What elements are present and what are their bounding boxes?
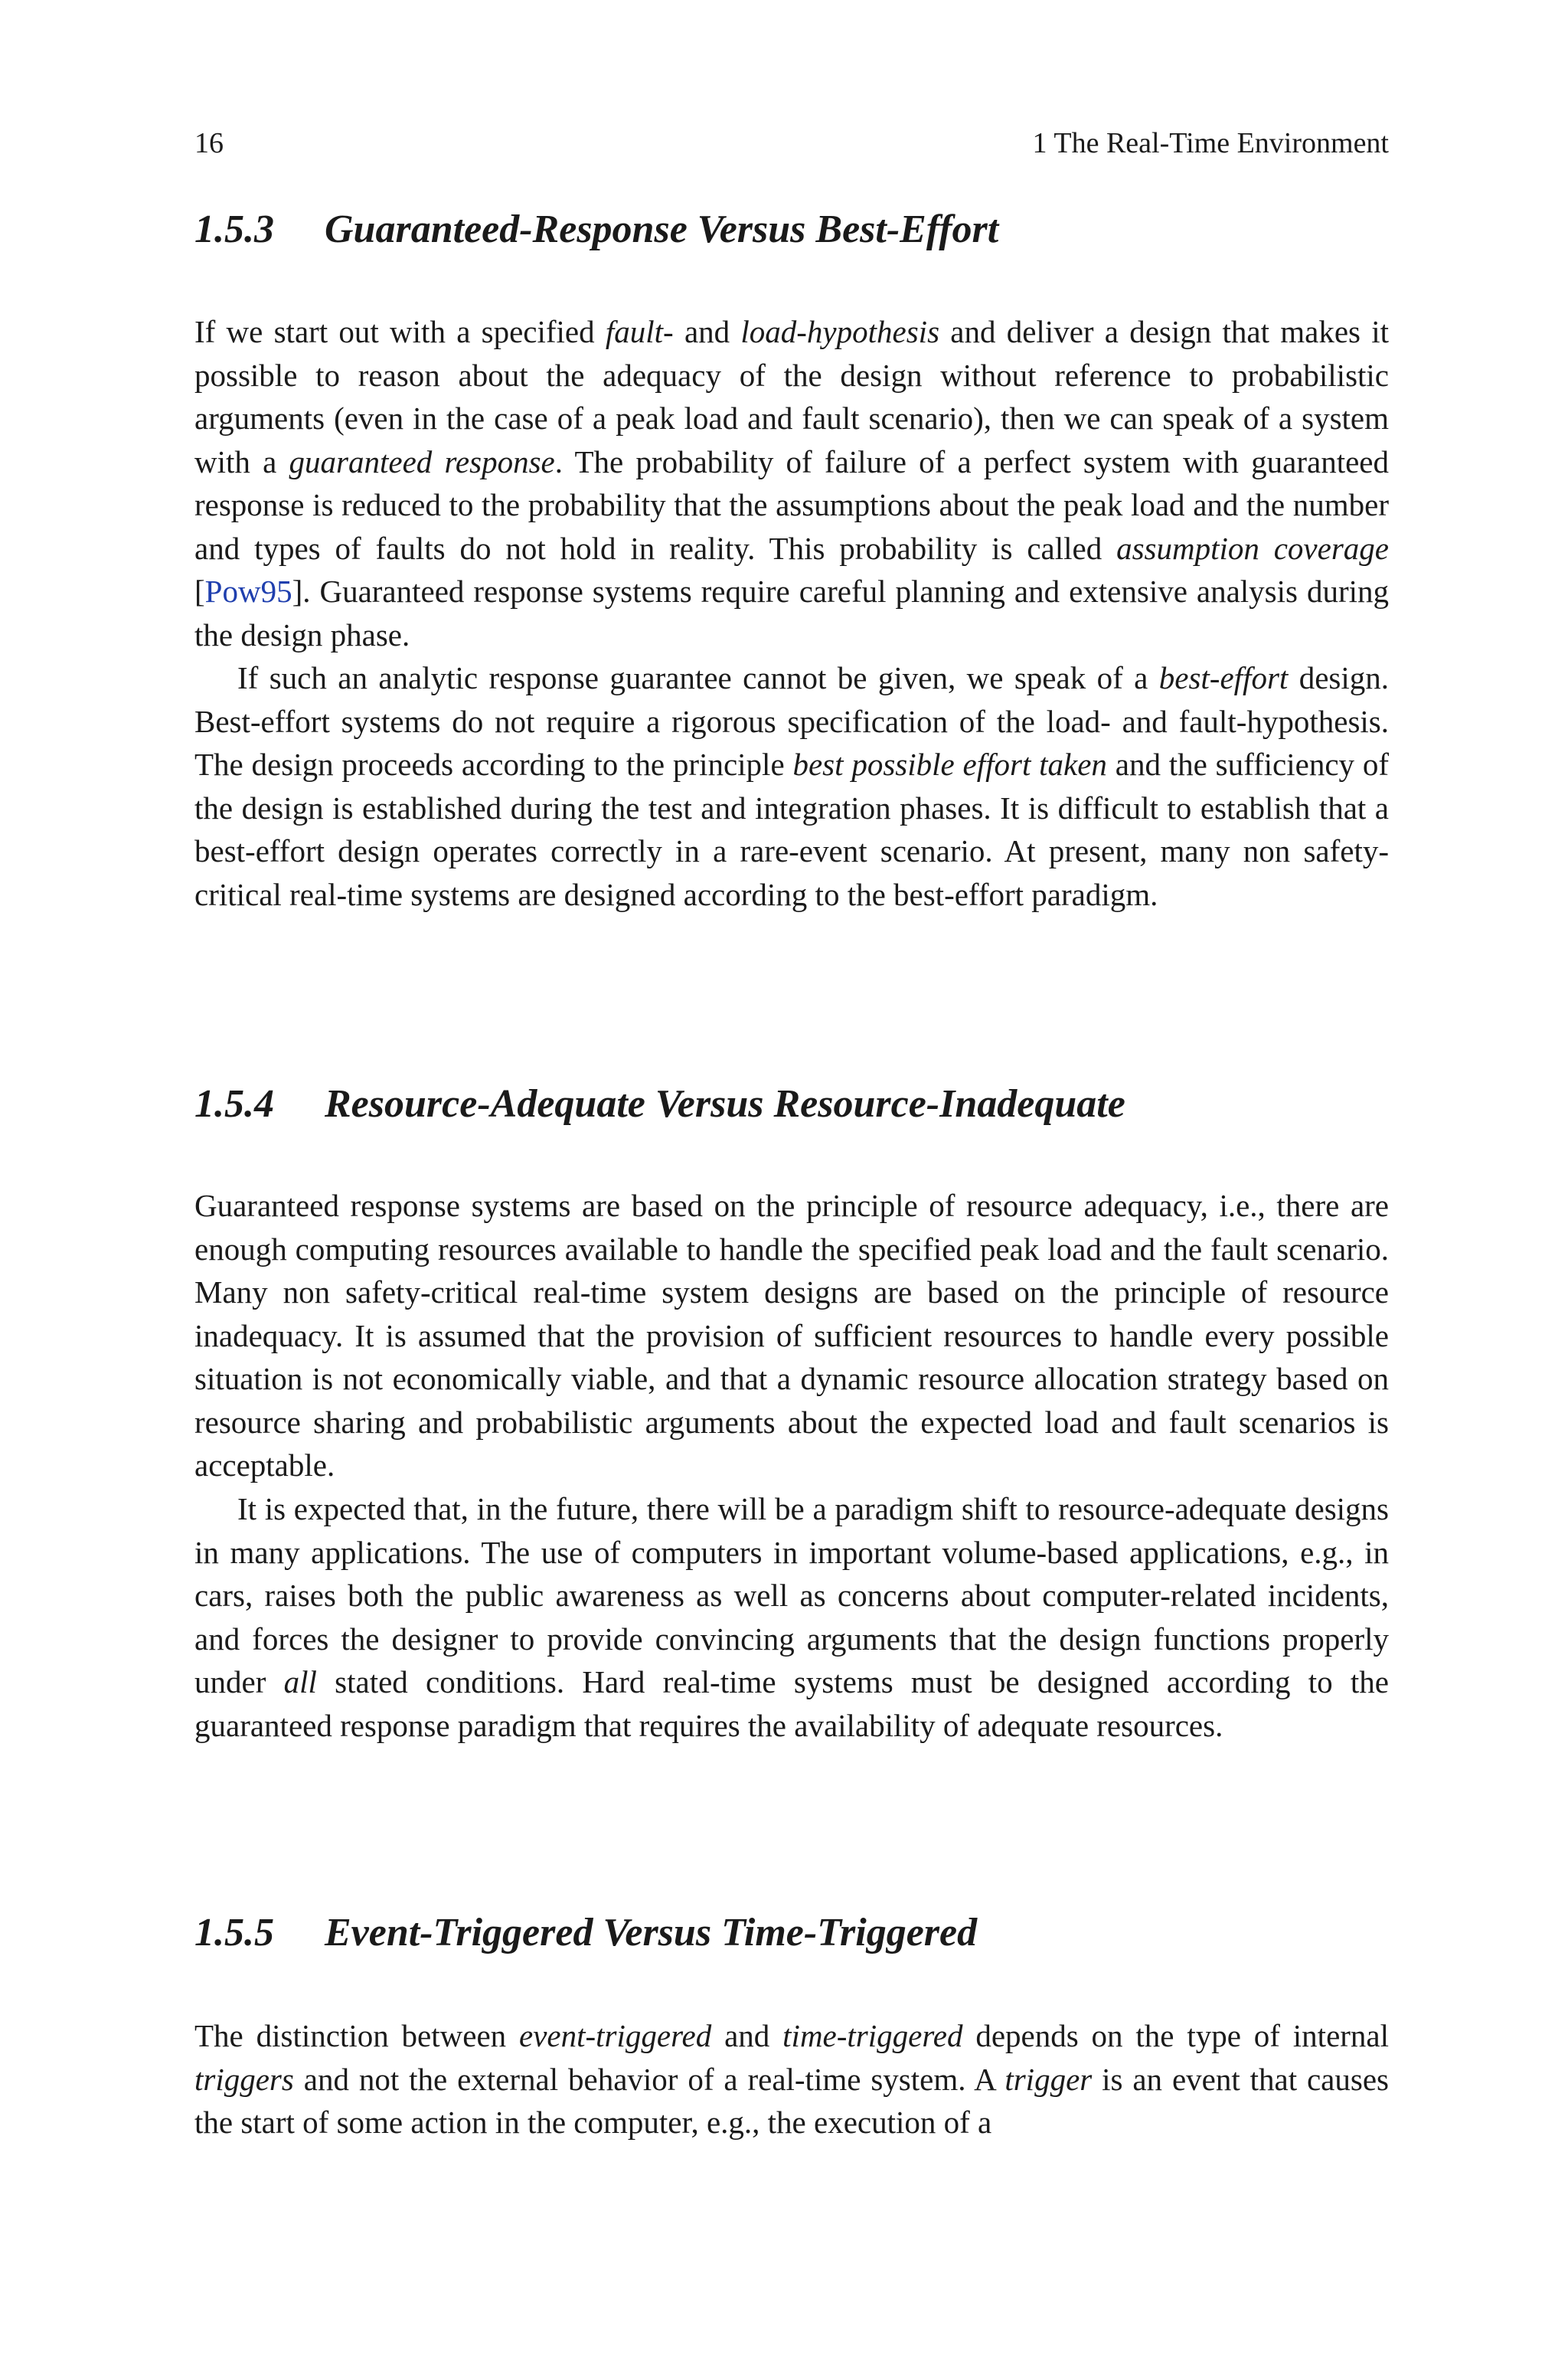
running-head [194,124,1389,162]
emphasis: event-triggered [519,2018,712,2053]
text-run: and the sufficiency of the design is established during the test and integration phases. It is difficult to establish that a best-effort design operates correctly in a rare-event scenario. At present, many non safety-critical real-time systems are designed according to the best-effort paradigm. [194,747,1389,912]
text-run: [ [194,574,205,609]
text-run: stated conditions. Hard real-time systems must be designed according to the guaranteed response paradigm that requires the availability of adequate resources. [194,1664,1389,1743]
text-run: and [673,314,741,349]
text-run: design. Best-effort systems do not require a rigorous specification of the load- and fault-hypothesis. The design proceeds according to the principle [194,660,1389,782]
section-title: Resource-Adequate Versus Resource-Inadequate [325,1082,1125,1126]
paragraph [194,2014,1389,2144]
text-run: and [711,2018,783,2053]
section-heading-1-5-4 [194,1080,1125,1129]
page-number: 16 [194,127,224,159]
emphasis: guaranteed response [289,443,555,479]
emphasis: best possible effort taken [792,747,1107,782]
text-run: and deliver a design that makes it possible to reason about the adequacy of the design without reference to probabilistic arguments (even in the case of a peak load and fault scenario), then we can speak of a system with a [194,314,1390,479]
text-run: If we start out with a specified [194,314,606,349]
text-run: Guaranteed response systems are based on the principle of resource adequacy, i.e., there are enough computing resources available to handle the specified peak load and the fault scenario. Many non safety-critical real-time system designs are based on the principle of resource inadequacy. It is assumed that the provision of sufficient resources to handle every possible situation is not economically viable, and that a dynamic resource allocation strategy based on resource sharing and probabilistic arguments about the expected load and fault scenarios is acceptable. [194,1188,1389,1483]
citation-link[interactable]: Pow95 [204,574,292,609]
emphasis: trigger [1004,2061,1093,2097]
text-run: . The probability of failure of a perfect system with guaranteed response is reduced to the probability that the assumptions about the peak load and the number and types of faults do not hold in reality. This probability is called [194,443,1389,566]
section-heading-1-5-5 [194,1909,977,1958]
text-run: depends on the type of internal [962,2018,1390,2053]
emphasis: all [283,1664,317,1699]
paragraph [194,1184,1389,1487]
paragraph [194,310,1389,656]
section-number: 1.5.5 [194,1911,274,1954]
emphasis: assumption coverage [1116,530,1389,566]
emphasis: best-effort [1158,660,1289,695]
text-run: ]. Guaranteed response systems require careful planning and extensive analysis during the design phase. [194,574,1389,653]
section-title: Guaranteed-Response Versus Best-Effort [325,208,999,251]
section-number: 1.5.4 [194,1082,274,1126]
text-run: If such an analytic response guarantee cannot be given, we speak of a [237,660,1159,695]
paragraph [194,1487,1389,1747]
emphasis: fault- [605,314,674,349]
text-run: and not the external behavior of a real-time system. A [293,2061,1005,2097]
section-title: Event-Triggered Versus Time-Triggered [325,1911,978,1954]
emphasis: load-hypothesis [740,314,940,349]
text-run: It is expected that, in the future, there will be a paradigm shift to resource-adequate designs in many applications. The use of computers in important volume-based applications, e.g., in cars, raises both the public awareness as well as concerns about computer-related incidents, and forces the designer to provide convincing arguments that the design functions properly under [194,1491,1389,1699]
text-run: The distinction between [194,2018,520,2053]
paragraph [194,656,1389,916]
section-number: 1.5.3 [194,208,274,251]
text-run: is an event that causes the start of some action in the computer, e.g., the execution of a [194,2061,1389,2140]
chapter-title: 1 The Real-Time Environment [1032,127,1389,159]
emphasis: triggers [194,2061,294,2097]
emphasis: time-triggered [782,2018,963,2053]
section-heading-1-5-3 [194,205,998,254]
